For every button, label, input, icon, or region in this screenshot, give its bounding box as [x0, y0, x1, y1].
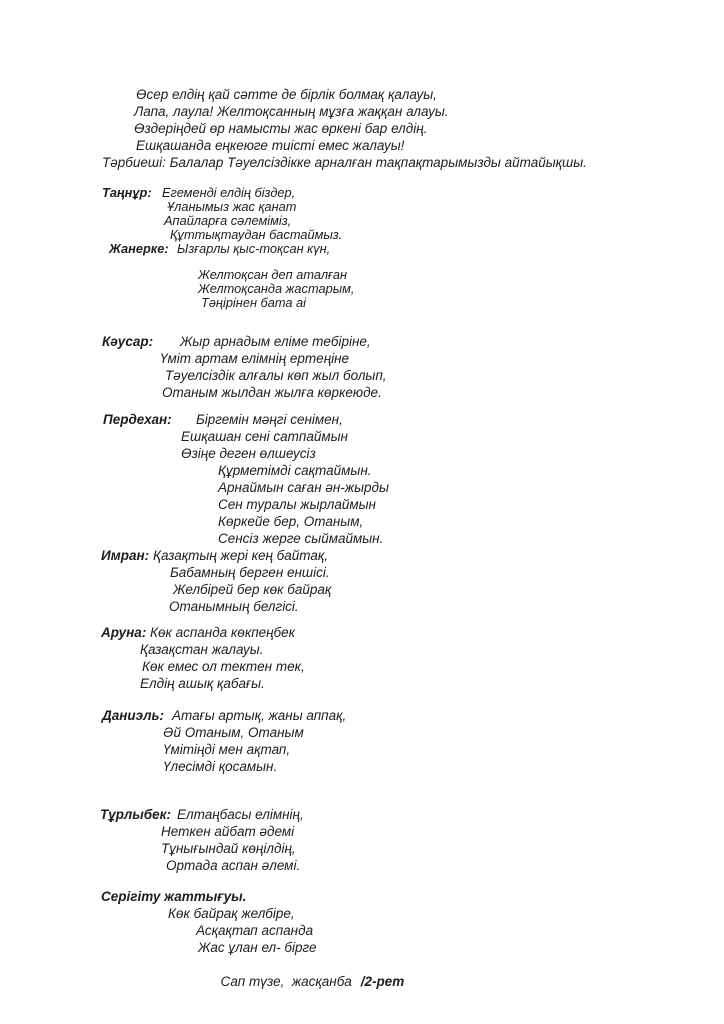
verse-gap — [0, 256, 724, 268]
intro-line: Ешқашанда еңкеюге тиісті емес жалауы! — [136, 138, 405, 153]
exercise-heading: Серігіту жаттығуы. — [101, 889, 247, 904]
repeat-note: /2-рет — [360, 974, 405, 989]
exercise-block — [0, 888, 724, 989]
verse-line: Көк емес ол тектен тек, — [142, 659, 305, 674]
verse-block — [0, 411, 724, 547]
verse-line: Әй Отаным, Отаным — [163, 725, 304, 740]
verse-line: Үмітіңді мен ақтап, — [163, 742, 291, 757]
speaker-name: Жанерке: — [109, 241, 169, 256]
verse-block — [0, 186, 724, 310]
intro-block — [0, 86, 724, 171]
speaker-name: Пердехан: — [103, 412, 172, 427]
intro-line: Лапа, лаула! Желтоқсанның мұзға жаққан алауы. — [134, 104, 449, 119]
verse-line: Елдің ашық қабағы. — [140, 676, 265, 691]
verse-line: Желтоқсанда жастарым, — [198, 281, 355, 296]
verse-line: Елтаңбасы елімнің, — [177, 807, 304, 822]
verse-line: Тәңірінен бата аі — [201, 295, 306, 310]
speaker-row — [0, 242, 724, 256]
verse-line: Біргемін мәңгі сенімен, — [196, 412, 343, 427]
speaker-name: Кәусар: — [102, 334, 154, 349]
speaker-row — [0, 707, 724, 724]
verse-line: Отанымның белгісі. — [169, 599, 299, 614]
verse-line: Ызғарлы қыс-тоқсан күн, — [177, 241, 331, 256]
verse-line: Ұланымыз жас қанат — [167, 199, 297, 214]
verse-line: Үлесімді қосамын. — [163, 759, 278, 774]
verse-line: Қазақстан жалауы. — [140, 642, 264, 657]
verse-line: Көк аспанда көкпеңбек — [150, 625, 296, 640]
speaker-name: Имран: — [101, 548, 150, 563]
verse-line: Үміт артам елімнің ертеңіне — [160, 351, 350, 366]
verse-line — [198, 956, 724, 989]
verse-line: Асқақтап аспанда — [196, 923, 314, 938]
verse-block — [0, 333, 724, 401]
verse-line: Арнаймын саған ән-жырды — [218, 480, 389, 495]
speaker-name: Даниэль: — [102, 708, 165, 723]
intro-line: Өздеріңдей өр намысты жас өркені бар елдің. — [134, 121, 428, 136]
speaker-row — [0, 333, 724, 350]
verse-line: Қазақтың жері кең байтақ, — [153, 548, 328, 563]
verse-line: Сенсіз жерге сыймаймын. — [218, 531, 384, 546]
verse-line: Егеменді елдің біздер, — [162, 185, 296, 200]
verse-line: Тұнығындай көңілдің, — [161, 841, 296, 856]
speaker-row — [0, 411, 724, 428]
verse-block — [0, 547, 724, 615]
verse-line: Тәуелсіздік алғалы көп жыл болып, — [165, 368, 387, 383]
speaker-name: Тұрлыбек: — [100, 807, 171, 822]
verse-line: Ешқашан сені сатпаймын — [181, 429, 348, 444]
speaker-row — [0, 624, 724, 641]
verse-line: Атағы артық, жаны аппақ, — [172, 708, 347, 723]
verse-line: Апайларға сәлеміміз, — [164, 213, 292, 228]
speaker-row — [0, 806, 724, 823]
verse-line: Отаным жылдан жылға көркеюде. — [162, 385, 382, 400]
verse-line: Желтоқсан деп аталған — [198, 267, 348, 282]
verse-line: Көк байрақ желбіре, — [168, 906, 295, 921]
verse-line: Сен туралы жырлаймын — [218, 497, 376, 512]
intro-line: Өсер елдің қай сәтте де бірлік болмақ қалауы, — [136, 87, 437, 102]
verse-line: Ортада аспан әлемі. — [166, 858, 301, 873]
verse-line: Желбірей бер көк байрақ — [173, 582, 332, 597]
speaker-row — [0, 186, 724, 200]
verse-line: Құттықтаудан бастаймыз. — [170, 227, 343, 242]
verse-block — [0, 707, 724, 775]
verse-block — [0, 806, 724, 874]
speaker-row — [0, 547, 724, 564]
speaker-name: Аруна: — [101, 625, 147, 640]
verse-block — [0, 624, 724, 692]
verse-line-text: Сап түзе, жасқанба — [220, 974, 352, 989]
verse-line: Көркейе бер, Отаным, — [218, 514, 364, 529]
verse-line: Құрметімді сақтаймын. — [218, 463, 372, 478]
verse-line: Бабамның берген еншісі. — [170, 565, 330, 580]
teacher-line: Тәрбиеші: Балалар Тәуелсіздікке арналған тақпақтарымызды айтайықшы. — [102, 155, 587, 170]
verse-line: Жас ұлан ел- бірге — [198, 940, 317, 955]
speaker-name: Таңнұр: — [102, 185, 152, 200]
verse-line: Неткен айбат әдемі — [161, 824, 295, 839]
verse-line: Өзіңе деген өлшеусіз — [181, 446, 316, 461]
verse-line: Жыр арнадым еліме тебіріне, — [180, 334, 371, 349]
